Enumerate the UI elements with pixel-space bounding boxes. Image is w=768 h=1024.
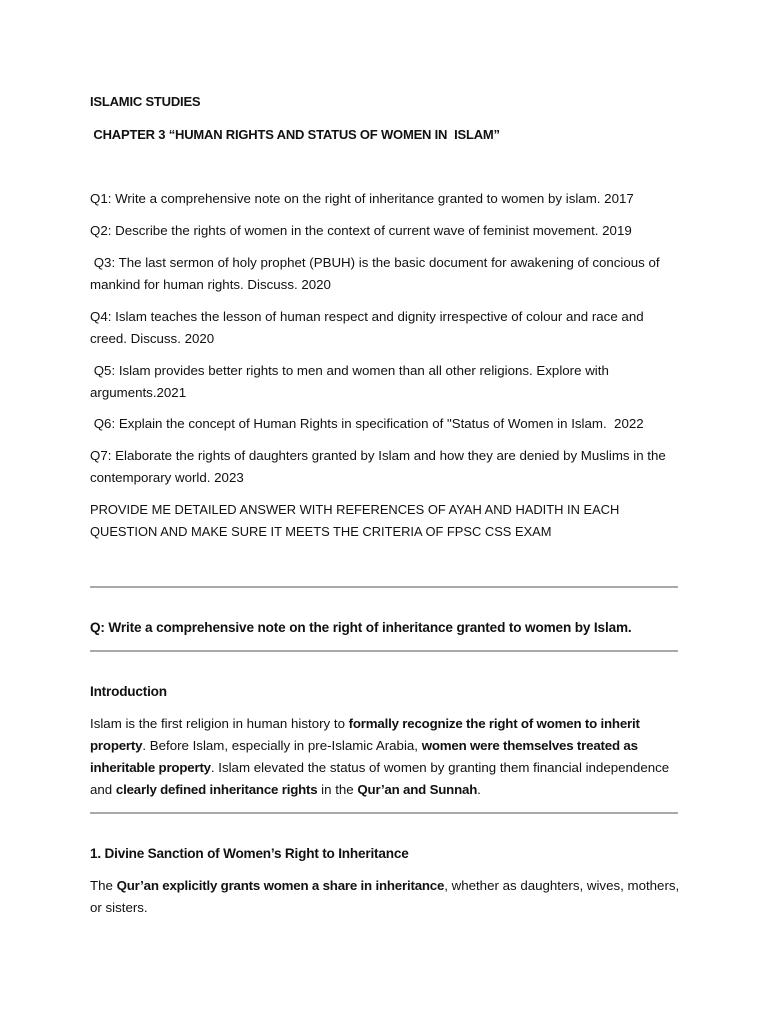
question-1: Q1: Write a comprehensive note on the right of inheritance granted to women by islam. 2017 [90, 191, 634, 206]
answer-question-title: Q: Write a comprehensive note on the right of inheritance granted to women by Islam. [90, 620, 632, 635]
question-2: Q2: Describe the rights of women in the context of current wave of feminist movement. 2019 [90, 223, 632, 238]
subject-heading: ISLAMIC STUDIES [90, 94, 201, 109]
question-5: Q5: Islam provides better rights to men and women than all other religions. Explore with arguments.2021 [90, 363, 613, 400]
section-1-paragraph: The Qur’an explicitly grants women a share in inheritance, whether as daughters, wives, mothers, or sisters. [90, 878, 680, 915]
section-1-heading: 1. Divine Sanction of Women’s Right to Inheritance [90, 846, 409, 861]
question-4: Q4: Islam teaches the lesson of human respect and dignity irrespective of colour and race and creed. Discuss. 2020 [90, 309, 644, 346]
chapter-heading: CHAPTER 3 “HUMAN RIGHTS AND STATUS OF WOMEN IN ISLAM” [90, 127, 500, 142]
divider [90, 812, 678, 814]
instruction-text: PROVIDE ME DETAILED ANSWER WITH REFERENCES OF AYAH AND HADITH IN EACH QUESTION AND MAKE SURE IT MEETS THE CRITERIA OF FPSC CSS EXAM [90, 502, 620, 539]
question-7: Q7: Elaborate the rights of daughters granted by Islam and how they are denied by Muslims in the contemporary world. 2023 [90, 448, 666, 485]
introduction-heading: Introduction [90, 684, 167, 699]
question-6: Q6: Explain the concept of Human Rights in specification of "Status of Women in Islam. 2022 [90, 416, 644, 431]
divider [90, 586, 678, 588]
introduction-paragraph: Islam is the first religion in human history to formally recognize the right of women to inherit property. Before Islam, especially in pre-Islamic Arabia, women were themselves treated as inheritable property. Islam elevated the status of women by granting them financial independence and clearly defined inheritance rights in the Qur’an and Sunnah. [90, 716, 670, 797]
question-3: Q3: The last sermon of holy prophet (PBUH) is the basic document for awakening of concious of mankind for human rights. Discuss. 2020 [90, 255, 664, 292]
divider [90, 650, 678, 652]
